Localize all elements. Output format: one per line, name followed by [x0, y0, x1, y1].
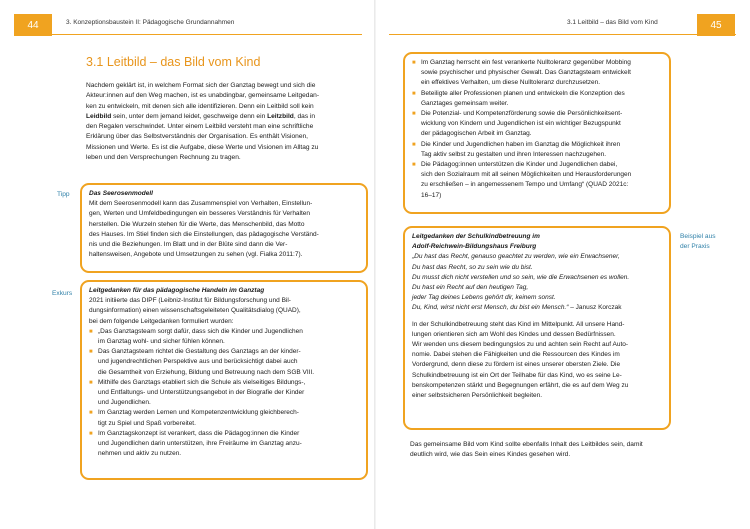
intro-line-mixed: Leidbild sein, unter dem jemand leidet, geschweige denn ein Leitzbild, das in: [86, 112, 316, 120]
excursus-box: [80, 280, 368, 480]
tip-line: Mit dem Seerosenmodell kann das Zusammenspiel von Verhalten, Einstellun-: [89, 200, 313, 208]
leitzbild-term: Leitzbild: [267, 112, 294, 120]
intro-line: Nachdem geklärt ist, in welchem Format sich der Ganztag bewegt und sich die: [86, 82, 316, 89]
tip-line: nis und die Beziehungen. Im Blatt und in der Blüte sind dann die Ver-: [89, 241, 288, 249]
continuation-bullet-list: [412, 58, 662, 201]
list-item: ■ Im Ganztag herrscht ein fest verankerte Nulltoleranz gegenüber Mobbing sowie psychischer und physischer Gewalt. Das Ganztagsteam entwickelt ein effektives Verhalten, um diese Nulltoleranz durchzusetzen.: [412, 59, 631, 87]
practice-line: nomie. Dabei stehen die Fähigkeiten und die Ressourcen des Kindes im: [412, 351, 620, 359]
list-item: ■ Die Pädagog:innen unterstützen die Kinder und Jugendlichen dabei, sich den Sozialraum mit all seinen Möglichkeiten und Herausforderungen zu erschließen – in angemessenem Tempo und Umfang“ (QUAD 2021c: 16–17): [412, 161, 632, 199]
list-item: ■ Mithilfe des Ganztags etabliert sich die Schule als vielseitiges Bildungs-, und Entfaltungs- und Unterstützungsangebot in der Biografie der Kinder und Jugendlichen.: [89, 378, 306, 407]
practice-line: lungen orientieren sich am Wohl des Kindes und dessen Bedürfnissen.: [412, 330, 616, 338]
intro-line: Missionen und Werte. Es ist die Aufgabe, diese Werte und Visionen im Alltag zu: [86, 143, 319, 151]
left-page-number: 44: [14, 14, 52, 36]
bullet-icon: ■: [89, 410, 93, 417]
list-item: ■ „Das Ganztagsteam sorgt dafür, dass sich die Kinder und Jugendlichen im Ganztag wohl- und sicher fühlen können.: [89, 327, 303, 346]
intro-line: Erklärung über das Selbstverständnis der Organisation. Es enthält Visionen,: [86, 133, 308, 141]
page-gutter: [374, 0, 376, 529]
right-page-number: 45: [697, 14, 735, 36]
list-item: ■ Im Ganztagskonzept ist verankert, dass die Pädagog:innen die Kinder und Jugendlichen darin unterstützen, ihre Freiräume im Ganztag anzu- nehmen und aktiv zu nutzen.: [89, 429, 302, 458]
tip-title: Das Seerosenmodell: [89, 190, 153, 197]
tip-line: herstellen. Die Wurzeln stehen für die Werte, das Menschenbild, das Motto: [89, 220, 305, 228]
left-running-header: 3. Konzeptionsbaustein II: Pädagogische Grundannahmen: [66, 19, 235, 26]
tip-box: [80, 183, 368, 273]
practice-title-line: Leitgedanken der Schulkindbetreuung im: [412, 233, 540, 240]
intro-line: ken zu entwickeln, mit denen sich alle identifizieren. Denn ein Leitbild soll kein: [86, 102, 314, 110]
leidbild-term: Leidbild: [86, 112, 112, 120]
bullet-icon: ■: [412, 111, 416, 118]
bullet-icon: ■: [412, 162, 416, 169]
list-item: ■ Die Kinder und Jugendlichen haben im Ganztag die Möglichkeit ihren Tag aktiv selbst zu gestalten und ihren Interessen nachzugehen.: [412, 140, 621, 158]
bullet-icon: ■: [89, 379, 93, 386]
excursus-title: Leitgedanken für das pädagogische Handeln im Ganztag: [89, 287, 265, 294]
practice-margin-label: Beispiel aus der Praxis: [680, 233, 716, 251]
practice-line: Wir wenden uns diesem bedingungslos zu und achten sein Recht auf Auto-: [412, 341, 629, 349]
practice-line: In der Schulkindbetreuung steht das Kind im Mittelpunkt. All unsere Hand-: [412, 320, 625, 328]
tip-line: des Hauses. Im Stiel finden sich die Einstellungen, das pädagogische Verständ-: [89, 230, 319, 238]
tip-line: haltensweisen, Angebote und Umsetzungen zu sehen (vgl. Fialka 2011:7).: [89, 251, 303, 259]
bullet-icon: ■: [412, 141, 416, 148]
list-item: ■ Im Ganztag werden Lernen und Kompetenzentwicklung gleichberech- tigt zu Spiel und Spaß vorbereitet.: [89, 409, 299, 427]
bullet-icon: ■: [89, 328, 93, 335]
practice-line: Vordergrund, denn diese zu fördern ist eines unserer obersten Ziele. Die: [412, 361, 621, 369]
list-item: ■ Beteiligte aller Professionen planen und entwickeln die Konzeption des Ganztages gemeinsam weiter.: [412, 89, 625, 107]
right-running-header: 3.1 Leitbild – das Bild vom Kind: [567, 19, 658, 26]
intro-line: leben und den Versprechungen Rechnung zu tragen.: [86, 154, 241, 162]
excursus-intro-line: dungsinformation) einen wissenschaftsgeleiteten Qualitätsdialog (QUAD),: [89, 307, 301, 315]
list-item: ■ Die Potenzial- und Kompetenzförderung sowie die Persönlichkeitsent- wicklung von Kindern und Jugendlichen ist ein wichtiger Bezugspunkt der pädagogischen Arbeit im Ganztag.: [412, 110, 623, 138]
quote-author: – Janusz Korczak: [568, 304, 622, 312]
bullet-icon: ■: [412, 60, 416, 66]
practice-title-line: Adolf-Reichwein-Bildungshaus Freiburg: [412, 243, 537, 251]
tip-margin-label: Tipp: [57, 191, 70, 198]
list-item: ■ Das Ganztagsteam richtet die Gestaltung des Ganztags an der kinder- und jugendrechtlichen Perspektive aus und berücksichtigt dabei auch die Gesamtheit von Erziehung, Bildung und Betreuung nach dem SGB VIII.: [89, 348, 315, 376]
excursus-margin-label: Exkurs: [52, 290, 73, 297]
excursus-bullet-list: [89, 327, 359, 460]
tip-line: gen, Werten und Umfeldbedingungen ein besseres Verständnis für Verhalten: [89, 210, 311, 218]
korczak-quote: „Du hast das Recht, genauso geachtet zu werden, wie ein Erwachsener, Du hast das Recht, so zu sein wie du bist. Du musst dich nicht verstellen und so sein, wie die Erwachsenen es wollen. Du hast ein Recht auf den heutigen Tag, jeder Tag deines Lebens gehört dir, keinem sonst. Du, Kind, wirst nicht erst Mensch, du bist ein Mensch.“ – Janusz Korczak: [412, 253, 630, 312]
excursus-intro-line: 2021 initiierte das DIPF (Leibniz-Institut für Bildungsforschung und Bil-: [89, 297, 291, 305]
practice-line: Schulkindbetreuung ist ein Ort der Teilhabe für das Kind, wo es seine Le-: [412, 371, 622, 379]
right-header-rule: [389, 34, 736, 35]
bullet-icon: ■: [89, 349, 93, 356]
bullet-icon: ■: [412, 90, 416, 97]
section-heading: 3.1 Leitbild – das Bild vom Kind: [86, 55, 261, 69]
practice-line: einer selbstsicheren Persönlichkeit begleiten.: [412, 392, 543, 400]
left-header-rule: [14, 34, 362, 35]
intro-paragraph: [86, 81, 368, 163]
intro-line: Akteur:innen auf den Weg machen, ist es unabdingbar, gemeinsame Leitgedan-: [86, 92, 320, 100]
practice-line: benskompetenzen stärkt und Begegnungen erfährt, die es auf dem Weg zu: [412, 381, 629, 389]
excursus-intro-line: bei dem folgende Leitgedanken formuliert wurden:: [89, 317, 234, 325]
closing-paragraph: Das gemeinsame Bild vom Kind sollte ebenfalls Inhalt des Leitbildes sein, damit deutlich wird, wie das Sein eines Kindes gesehen wird.: [410, 441, 643, 459]
excursus-continuation-box: [403, 52, 671, 214]
intro-line: den Regalen verschwindet. Unter einem Leitbild versteht man eine schriftliche: [86, 123, 314, 131]
bullet-icon: ■: [89, 430, 93, 437]
practice-box: [403, 226, 671, 430]
